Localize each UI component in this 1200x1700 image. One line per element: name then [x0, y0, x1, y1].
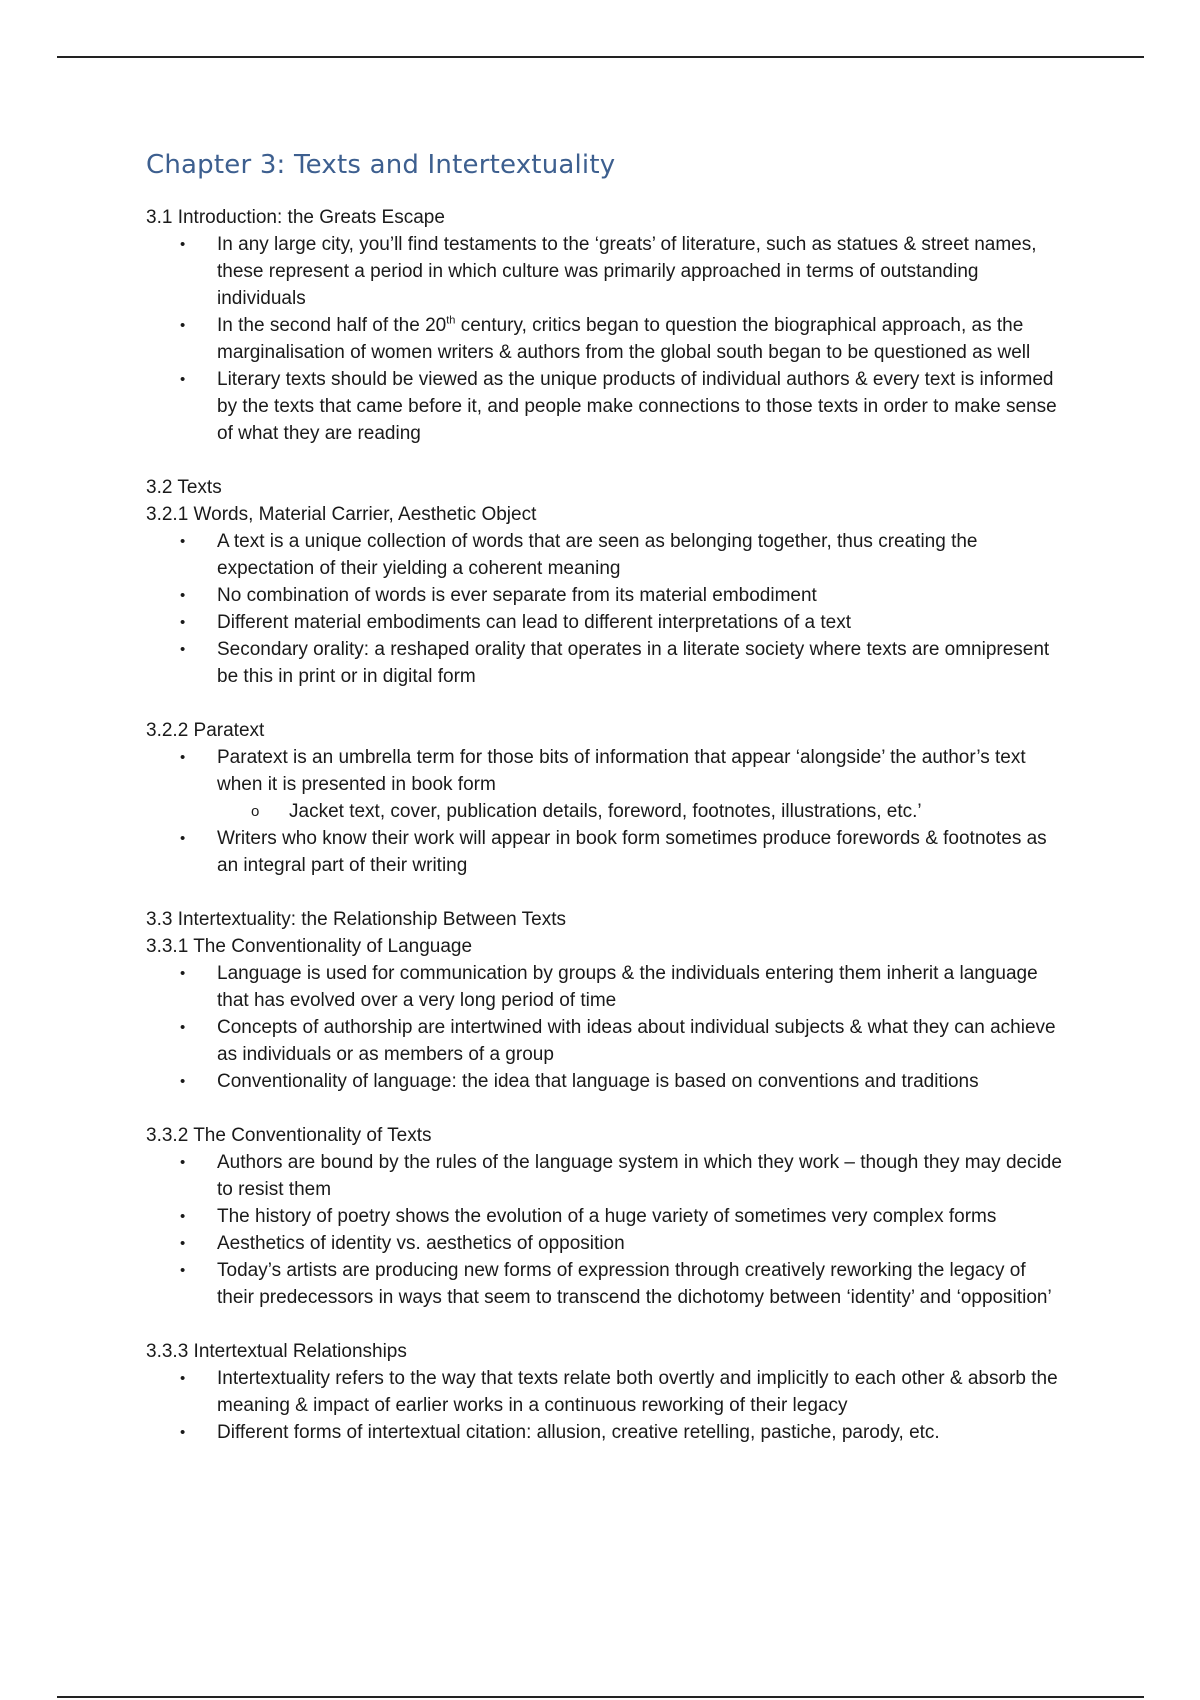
- list-item-text: Conventionality of language: the idea that language is based on conventions and traditions: [217, 1071, 979, 1092]
- bullet-icon: •: [180, 1073, 186, 1090]
- top-rule: [57, 56, 1144, 58]
- bullet-icon: •: [180, 749, 186, 766]
- document-body: [146, 148, 1066, 1473]
- list-item: [180, 528, 1066, 582]
- section-heading: 3.3 Intertextuality: the Relationship Between Texts: [146, 909, 567, 930]
- list-item-text: Different forms of intertextual citation: allusion, creative retelling, pastiche, parody, etc.: [217, 1422, 940, 1443]
- sub-bullet-list: [217, 798, 1066, 825]
- bullet-icon: •: [180, 614, 186, 631]
- section-heading: 3.2 Texts: [146, 477, 222, 498]
- list-item-text: Aesthetics of identity vs. aesthetics of opposition: [217, 1233, 625, 1254]
- section-3-1: [146, 204, 1066, 447]
- subsection-heading: 3.3.1 The Conventionality of Language: [146, 936, 473, 957]
- subsection-heading: 3.3.2 The Conventionality of Texts: [146, 1125, 432, 1146]
- bullet-icon: •: [180, 830, 186, 847]
- list-item: [180, 1230, 1066, 1257]
- list-item: [180, 960, 1066, 1014]
- bullet-icon: •: [180, 641, 186, 658]
- bullet-icon: •: [180, 1019, 186, 1036]
- bullet-icon: •: [180, 317, 186, 334]
- list-item: [180, 312, 1066, 366]
- bullet-icon: •: [180, 371, 186, 388]
- section-3-3-3: [146, 1338, 1066, 1446]
- bullet-icon: •: [180, 1235, 186, 1252]
- list-item: [180, 1419, 1066, 1446]
- bullet-icon: •: [180, 1424, 186, 1441]
- bullet-icon: •: [180, 1154, 186, 1171]
- bullet-icon: •: [180, 587, 186, 604]
- list-item: [180, 744, 1066, 825]
- list-item-text: Literary texts should be viewed as the unique products of individual authors & every text is informed by the texts that came before it, and people make connections to those texts in order to make sense of what they are reading: [217, 369, 1057, 444]
- subsection-heading: 3.2.2 Paratext: [146, 720, 265, 741]
- list-item-text: No combination of words is ever separate from its material embodiment: [217, 585, 817, 606]
- section-3-2: [146, 474, 1066, 690]
- list-item: [180, 1149, 1066, 1203]
- bullet-list: [146, 1365, 1066, 1446]
- list-item-text: century, critics began to question the biographical approach, as the marginalisation of women writers & authors from the global south began to be questioned as well: [217, 315, 1031, 363]
- section-3-3: [146, 906, 1066, 1095]
- list-item: [180, 609, 1066, 636]
- list-item-text: Secondary orality: a reshaped orality that operates in a literate society where texts are omnipresent be this in print or in digital form: [217, 639, 1050, 687]
- sub-list-item: [251, 798, 1066, 825]
- bullet-icon: •: [180, 1370, 186, 1387]
- bullet-list: [146, 960, 1066, 1095]
- list-item-text: Paratext is an umbrella term for those bits of information that appear ‘alongside’ the author’s text when it is presented in book form: [217, 747, 1026, 795]
- list-item-text: Language is used for communication by groups & the individuals entering them inherit a language that has evolved over a very long period of time: [217, 963, 1038, 1011]
- list-item-text: Concepts of authorship are intertwined with ideas about individual subjects & what they can achieve as individuals or as members of a group: [217, 1017, 1056, 1065]
- list-item: [180, 231, 1066, 312]
- list-item: [180, 366, 1066, 447]
- bullet-icon: •: [180, 965, 186, 982]
- list-item: [180, 1257, 1066, 1311]
- bullet-icon: •: [180, 533, 186, 550]
- subsection-heading: 3.2.1 Words, Material Carrier, Aesthetic Object: [146, 504, 537, 525]
- bullet-list: [146, 1149, 1066, 1311]
- list-item-text: Today’s artists are producing new forms of expression through creatively reworking the legacy of their predecessors in ways that seem to transcend the dichotomy between ‘identity’ and ‘opposition’: [217, 1260, 1052, 1308]
- list-item-text: The history of poetry shows the evolution of a huge variety of sometimes very complex forms: [217, 1206, 997, 1227]
- chapter-title: Chapter 3: Texts and Intertextuality: [146, 150, 616, 180]
- list-item-text: Authors are bound by the rules of the language system in which they work – though they may decide to resist them: [217, 1152, 1062, 1200]
- list-item: [180, 1365, 1066, 1419]
- list-item: [180, 825, 1066, 879]
- section-heading: 3.1 Introduction: the Greats Escape: [146, 207, 445, 228]
- list-item-text: Intertextuality refers to the way that texts relate both overtly and implicitly to each other & absorb the meaning & impact of earlier works in a continuous reworking of their legacy: [217, 1368, 1058, 1416]
- list-item-text: In any large city, you’ll find testaments to the ‘greats’ of literature, such as statues & street names, these represent a period in which culture was primarily approached in terms of outstanding individuals: [217, 234, 1037, 309]
- bullet-list: [146, 231, 1066, 447]
- list-item-text: A text is a unique collection of words that are seen as belonging together, thus creating the expectation of their yielding a coherent meaning: [217, 531, 978, 579]
- section-3-3-2: [146, 1122, 1066, 1311]
- bullet-icon: •: [180, 1208, 186, 1225]
- list-item-text: Jacket text, cover, publication details, foreword, footnotes, illustrations, etc.’: [289, 801, 922, 822]
- list-item-text: Writers who know their work will appear in book form sometimes produce forewords & footnotes as an integral part of their writing: [217, 828, 1047, 876]
- list-item: [180, 1068, 1066, 1095]
- section-3-2-2: [146, 717, 1066, 879]
- sub-bullet-icon: o: [251, 803, 260, 820]
- bullet-icon: •: [180, 1262, 186, 1279]
- list-item: [180, 1203, 1066, 1230]
- list-item-text: Different material embodiments can lead to different interpretations of a text: [217, 612, 852, 633]
- subsection-heading: 3.3.3 Intertextual Relationships: [146, 1341, 407, 1362]
- list-item: [180, 582, 1066, 609]
- bottom-rule: [57, 1696, 1144, 1698]
- bullet-icon: •: [180, 236, 186, 253]
- bullet-list: [146, 744, 1066, 879]
- list-item-text: In the second half of the 20: [217, 315, 447, 336]
- bullet-list: [146, 528, 1066, 690]
- superscript: th: [446, 314, 456, 327]
- list-item: [180, 636, 1066, 690]
- list-item: [180, 1014, 1066, 1068]
